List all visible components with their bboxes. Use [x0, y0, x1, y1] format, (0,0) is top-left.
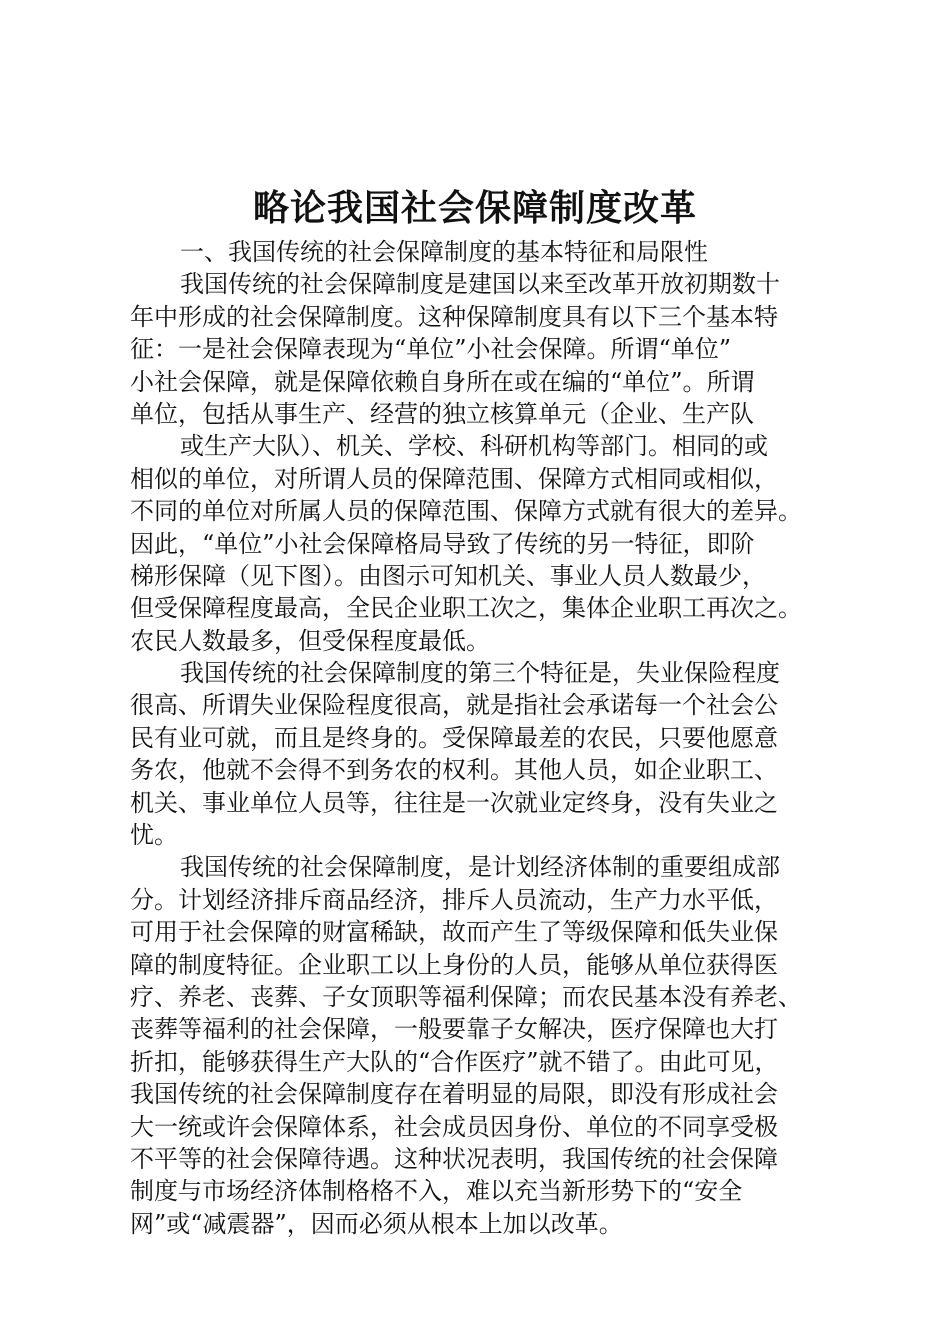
body-line: 民有业可就，而且是终身的。受保障最差的农民，只要他愿意	[130, 723, 778, 752]
body-line: 我国传统的社会保障制度的第三个特征是，失业保险程度	[180, 659, 780, 688]
body-line: 或生产大队）、机关、学校、科研机构等部门。相同的或	[180, 432, 768, 461]
body-line: 折扣，能够获得生产大队的“合作医疗”就不错了。由此可见，	[130, 1047, 779, 1076]
body-line: 因此，“单位”小社会保障格局导致了传统的另一特征，即阶	[130, 529, 755, 558]
body-line: 农民人数最多，但受保程度最低。	[130, 626, 490, 655]
body-line: 障的制度特征。企业职工以上身份的人员，能够从单位获得医	[130, 950, 778, 979]
body-line: 网”或“减震器”，因而必须从根本上加以改革。	[130, 1209, 623, 1238]
body-line: 可用于社会保障的财富稀缺，故而产生了等级保障和低失业保	[130, 918, 778, 947]
body-line: 分。计划经济排斥商品经济，排斥人员流动，生产力水平低，	[130, 885, 778, 914]
body-line: 不同的单位对所属人员的保障范围、保障方式就有很大的差异。	[130, 497, 802, 526]
body-line: 忧。	[130, 821, 178, 850]
body-line: 相似的单位，对所谓人员的保障范围、保障方式相同或相似，	[130, 464, 778, 493]
body-line: 梯形保障（见下图）。由图示可知机关、事业人员人数最少，	[130, 561, 766, 590]
document-title: 略论我国社会保障制度改革	[252, 187, 697, 229]
body-line: 一、我国传统的社会保障制度的基本特征和局限性	[180, 238, 708, 266]
body-line: 机关、事业单位人员等，往往是一次就业定终身，没有失业之	[130, 788, 778, 817]
body-line: 但受保障程度最高，全民企业职工次之，集体企业职工再次之。	[130, 594, 802, 623]
body-line: 我国传统的社会保障制度是建国以来至改革开放初期数十	[180, 270, 780, 299]
body-line: 单位，包括从事生产、经营的独立核算单元（企业、生产队	[130, 399, 754, 428]
body-line: 征：一是社会保障表现为“单位”小社会保障。所谓“单位”	[130, 335, 732, 364]
body-line: 疗、养老、丧葬、子女顶职等福利保障；而农民基本没有养老、	[130, 982, 802, 1011]
body-line: 务农，他就不会得不到务农的权利。其他人员，如企业职工、	[130, 756, 778, 785]
body-line: 我国传统的社会保障制度，是计划经济体制的重要组成部	[180, 853, 780, 882]
body-line: 很高、所谓失业保险程度很高，就是指社会承诺每一个社会公	[130, 691, 778, 720]
body-line: 制度与市场经济体制格格不入，难以充当新形势下的“安全	[130, 1177, 743, 1206]
body-line: 小社会保障，就是保障依赖自身所在或在编的“单位”。所谓	[130, 367, 755, 396]
document-body	[130, 236, 835, 1240]
body-line: 不平等的社会保障待遇。这种状况表明，我国传统的社会保障	[130, 1144, 778, 1173]
body-line: 丧葬等福利的社会保障，一般要靠子女解决，医疗保障也大打	[130, 1015, 778, 1044]
body-line: 我国传统的社会保障制度存在着明显的局限，即没有形成社会	[130, 1080, 778, 1109]
body-line: 大一统或许会保障体系，社会成员因身份、单位的不同享受极	[130, 1112, 778, 1141]
body-line: 年中形成的社会保障制度。这种保障制度具有以下三个基本特	[130, 302, 778, 331]
